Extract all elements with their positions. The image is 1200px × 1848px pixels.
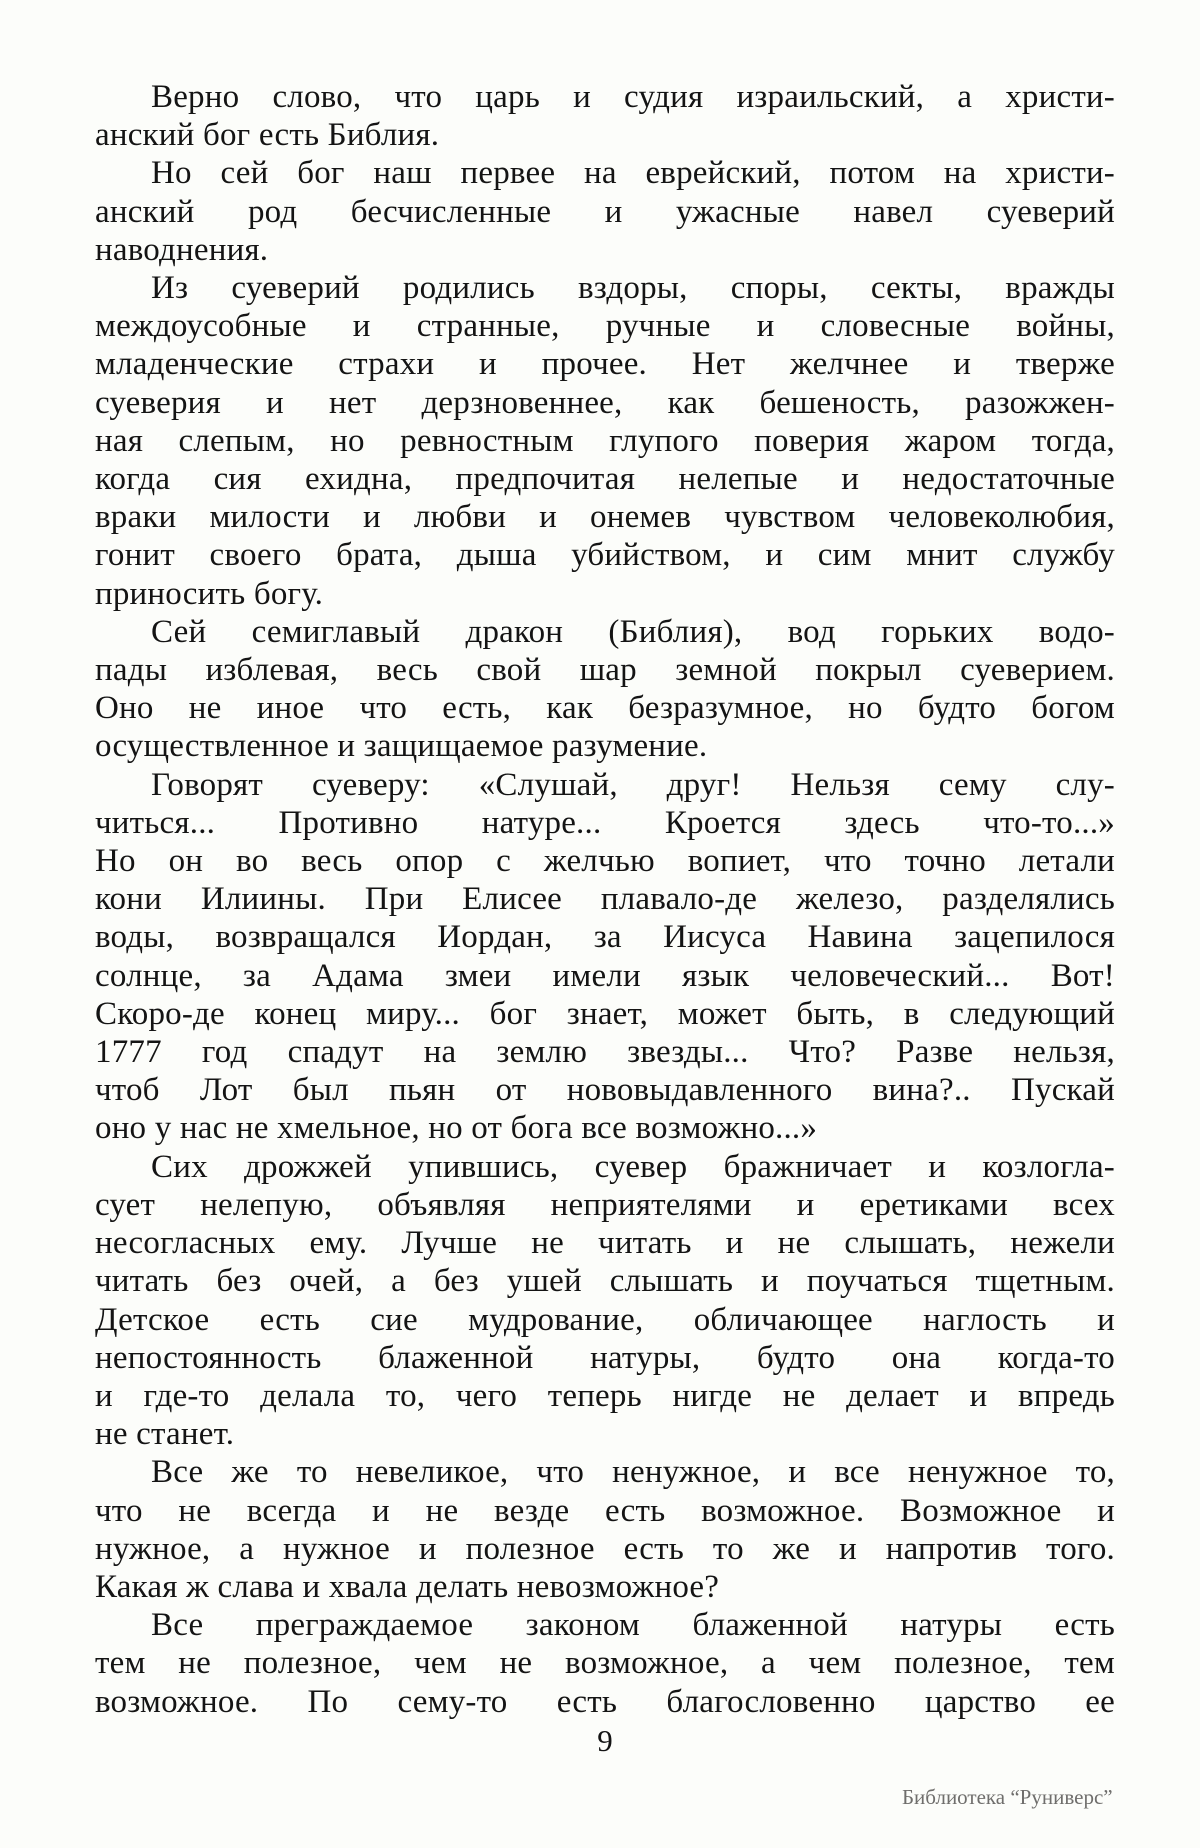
text-line: чтоб Лот был пьян от нововыдавленного вина?.. Пускай [95, 1072, 1115, 1109]
text-line: приносить богу. [95, 575, 324, 612]
text-line: солнце, за Адама змеи имели язык человеческий... Вот! [95, 957, 1115, 994]
text-line: гонит своего брата, дыша убийством, и сим мнит службу [95, 537, 1115, 574]
text-line: Все преграждаемое законом блаженной натуры есть [151, 1607, 1115, 1644]
text-line: враки милости и любви и онемев чувством человеколюбия, [95, 499, 1115, 536]
text-line: что не всегда и не везде есть возможное. Возможное и [95, 1492, 1115, 1529]
text-line: Верно слово, что царь и судия израильский, а христи- [151, 79, 1115, 115]
watermark: Библиотека “Руниверс” [902, 1785, 1113, 1809]
text-line: Из суеверий родились вздоры, споры, секты, вражды [151, 270, 1115, 307]
text-line: Но сей бог наш первее на еврейский, потом на христи- [151, 155, 1115, 192]
text-line: Скоро-де конец миру... бог знает, может быть, в следующий [95, 995, 1115, 1032]
text-line: Детское есть сие мудрование, обличающее наглость и [95, 1301, 1115, 1338]
text-line: несогласных ему. Лучше не читать и не слышать, нежели [95, 1225, 1115, 1262]
text-line: сует нелепую, объявляя неприятелями и еретиками всех [95, 1186, 1115, 1223]
text-line: ная слепым, но ревностным глупого поверия жаром тогда, [95, 422, 1115, 459]
text-line: междоусобные и странные, ручные и словесные войны, [95, 308, 1115, 345]
text-line: Какая ж слава и хвала делать невозможное? [95, 1568, 720, 1605]
text-line: оно у нас не хмельное, но от бога все возможно...» [95, 1110, 818, 1147]
text-block [95, 78, 1115, 1721]
text-line: Сих дрожжей упившись, суевер бражничает и козлогла- [151, 1148, 1115, 1185]
text-line: непостоянность блаженной натуры, будто она когда-то [95, 1339, 1115, 1376]
text-line: Но он во весь опор с желчью вопиет, что точно летали [95, 843, 1115, 880]
text-line: тем не полезное, чем не возможное, а чем полезное, тем [95, 1645, 1115, 1682]
text-line: Говорят суеверу: «Слушай, друг! Нельзя сему слу- [151, 766, 1115, 803]
page-number: 9 [597, 1723, 613, 1758]
text-line: воды, возвращался Иордан, за Иисуса Навина зацепилося [95, 919, 1115, 956]
text-line: пады изблевая, весь свой шар земной покрыл суеверием. [95, 652, 1115, 689]
text-line: Сей семиглавый дракон (Библия), вод горьких водо- [151, 613, 1115, 650]
text-line: кони Илиины. При Елисее плавало-де железо, разделялись [95, 881, 1115, 918]
text-line: когда сия ехидна, предпочитая нелепые и недостаточные [95, 461, 1115, 498]
text-line: Оно не иное что есть, как безразумное, но будто богом [95, 690, 1115, 727]
text-line: наводнения. [95, 231, 269, 268]
text-line: Все же то невеликое, что ненужное, и все ненужное то, [151, 1454, 1115, 1491]
text-line: возможное. По сему-то есть благословенно царство ее [95, 1683, 1115, 1720]
text-line: анский бог есть Библия. [95, 117, 440, 154]
text-line: младенческие страхи и прочее. Нет желчнее и тверже [95, 346, 1115, 383]
text-line: нужное, а нужное и полезное есть то же и напротив того. [95, 1530, 1115, 1567]
text-line: читать без очей, а без ушей слышать и поучаться тщетным. [95, 1263, 1115, 1300]
text-line: анский род бесчисленные и ужасные навел суеверий [95, 193, 1115, 230]
text-line: читься... Противно натуре... Кроется здесь что-то...» [95, 804, 1115, 841]
text-line: не станет. [95, 1416, 235, 1453]
text-line: и где-то делала то, чего теперь нигде не делает и впредь [95, 1377, 1115, 1414]
text-line: суеверия и нет дерзновеннее, как бешеность, разожжен- [95, 384, 1115, 421]
text-line: осуществленное и защищаемое разумение. [95, 728, 708, 765]
text-line: 1777 год спадут на землю звезды... Что? Разве нельзя, [95, 1034, 1115, 1071]
